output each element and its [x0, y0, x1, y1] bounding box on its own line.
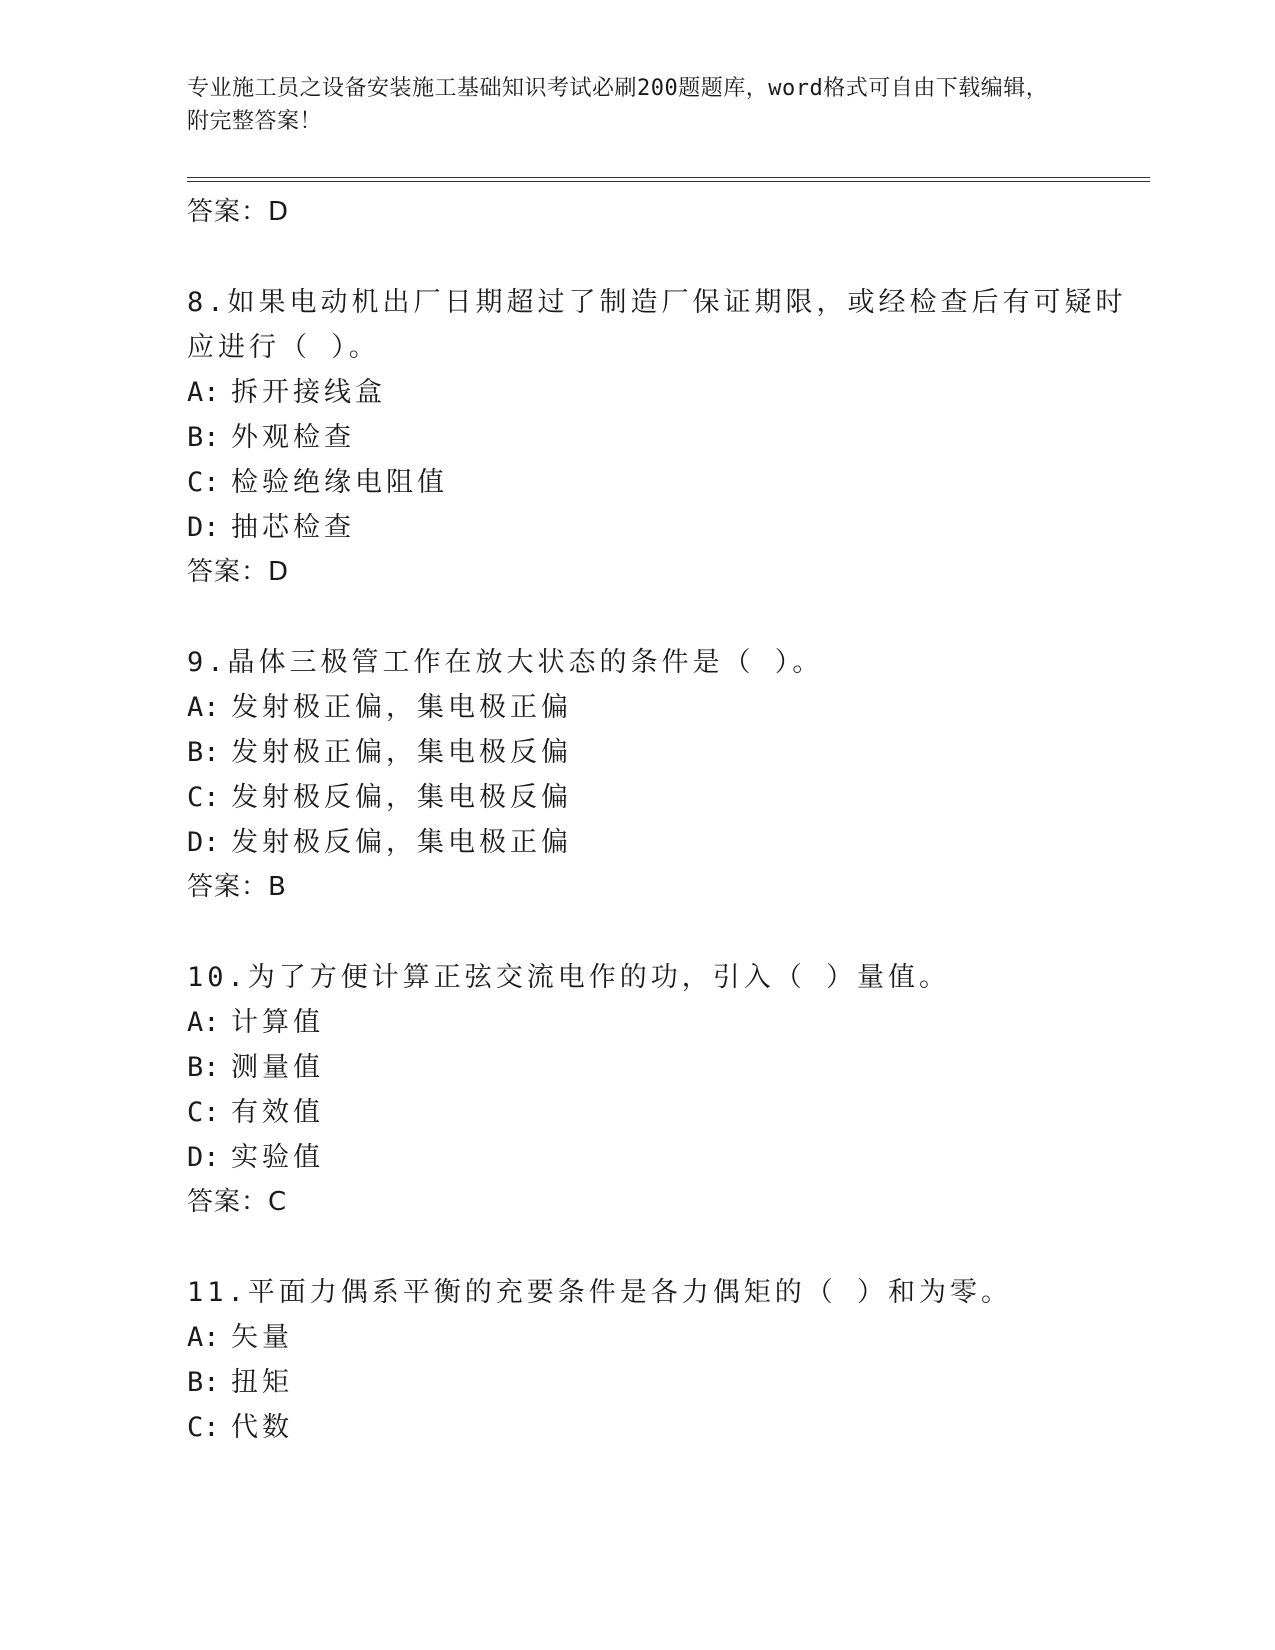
option-text: 检验绝缘电阻值	[231, 467, 448, 498]
option-a	[187, 1000, 1087, 1045]
question-text-continued: 应进行（ ）。	[187, 332, 380, 363]
question-block	[187, 1270, 1087, 1450]
header-divider-bottom	[187, 181, 1150, 182]
previous-answer: 答案：D	[187, 197, 290, 227]
option-label: A:	[187, 1322, 220, 1353]
question-block	[187, 640, 1087, 910]
option-label: C:	[187, 1097, 220, 1128]
option-b	[187, 415, 1087, 460]
option-text: 有效值	[231, 1097, 324, 1128]
option-label: B:	[187, 1052, 220, 1083]
answer-line: 答案：C	[187, 1187, 288, 1217]
option-d	[187, 820, 1087, 865]
option-label: C:	[187, 782, 220, 813]
question-text: 11.平面力偶系平衡的充要条件是各力偶矩的（ ）和为零。	[187, 1277, 1013, 1308]
option-text: 发射极正偏，集电极正偏	[231, 692, 572, 723]
spacer	[187, 235, 1087, 280]
option-text: 拆开接线盒	[231, 377, 386, 408]
option-text: 发射极反偏，集电极反偏	[231, 782, 572, 813]
header-divider-top	[187, 177, 1150, 178]
answer-line: 答案：B	[187, 872, 287, 902]
option-text: 代数	[231, 1412, 293, 1443]
option-label: C:	[187, 467, 220, 498]
option-label: A:	[187, 1007, 220, 1038]
option-text: 抽芯检查	[231, 512, 355, 543]
document-header: 专业施工员之设备安装施工基础知识考试必刷200题题库，word格式可自由下载编辑，附完整答案！	[187, 76, 1049, 134]
question-text: 9.晶体三极管工作在放大状态的条件是（ ）。	[187, 647, 824, 678]
option-b	[187, 1360, 1087, 1405]
option-text: 测量值	[231, 1052, 324, 1083]
option-c	[187, 1090, 1087, 1135]
option-a	[187, 1315, 1087, 1360]
question-text: 8.如果电动机出厂日期超过了制造厂保证期限，或经检查后有可疑时	[187, 287, 1127, 318]
option-label: B:	[187, 1367, 220, 1398]
option-text: 外观检查	[231, 422, 355, 453]
option-d	[187, 1135, 1087, 1180]
option-a	[187, 685, 1087, 730]
question-block	[187, 955, 1087, 1225]
option-label: D:	[187, 512, 220, 543]
spacer	[187, 595, 1087, 640]
option-c	[187, 775, 1087, 820]
option-c	[187, 460, 1087, 505]
option-label: A:	[187, 377, 220, 408]
option-b	[187, 1045, 1087, 1090]
question-block	[187, 280, 1127, 595]
option-label: D:	[187, 1142, 220, 1173]
option-c	[187, 1405, 1087, 1450]
option-a	[187, 370, 1087, 415]
spacer	[187, 1225, 1087, 1270]
question-text: 10.为了方便计算正弦交流电作的功，引入（ ）量值。	[187, 962, 951, 993]
option-label: B:	[187, 422, 220, 453]
option-label: A:	[187, 692, 220, 723]
option-text: 扭矩	[231, 1367, 293, 1398]
option-d	[187, 505, 1087, 550]
option-label: D:	[187, 827, 220, 858]
option-label: B:	[187, 737, 220, 768]
option-label: C:	[187, 1412, 220, 1443]
answer-line: 答案：D	[187, 557, 290, 587]
option-text: 发射极反偏，集电极正偏	[231, 827, 572, 858]
option-text: 发射极正偏，集电极反偏	[231, 737, 572, 768]
option-text: 实验值	[231, 1142, 324, 1173]
question-list	[187, 190, 1127, 1450]
option-b	[187, 730, 1087, 775]
option-text: 矢量	[231, 1322, 293, 1353]
spacer	[187, 910, 1087, 955]
option-text: 计算值	[231, 1007, 324, 1038]
